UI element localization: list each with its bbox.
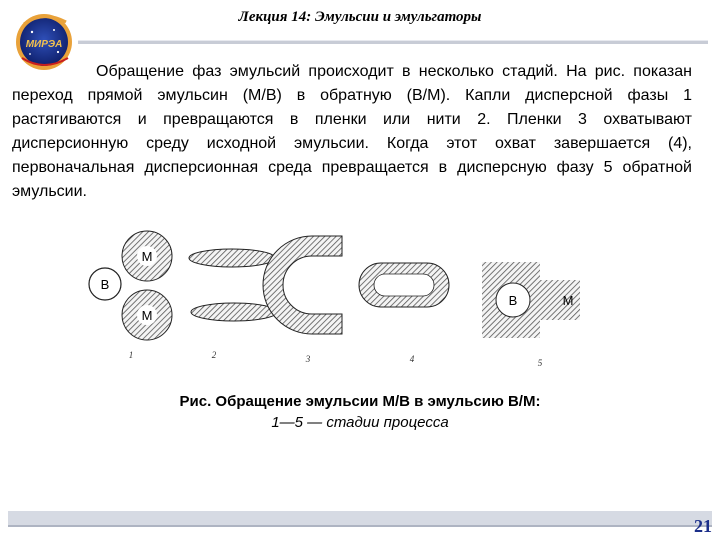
stretched-film-top <box>189 249 275 267</box>
label-m-right: М <box>562 293 574 308</box>
header-divider <box>78 40 708 44</box>
stage-number-5: 5 <box>537 358 543 368</box>
stretched-film-bottom <box>191 303 277 321</box>
stage-3 <box>263 236 342 334</box>
label-m-top: М <box>141 249 153 264</box>
label-m-bottom: М <box>141 308 153 323</box>
logo-text: МИРЭА <box>25 39 63 50</box>
stage-number-4: 4 <box>409 354 415 364</box>
page-number: 21 <box>694 516 712 536</box>
label-b-right: В <box>508 293 518 308</box>
stage-number-1: 1 <box>128 350 134 360</box>
stage-1 <box>89 231 172 340</box>
stage-5 <box>482 262 580 338</box>
figure-caption-title: Рис. Обращение эмульсии М/В в эмульсию В/М: <box>179 393 541 410</box>
enveloping-film <box>263 236 342 334</box>
figure-caption-subtitle: 1—5 — стадии процесса <box>271 414 449 431</box>
stage-4 <box>359 263 449 307</box>
label-b-left: В <box>100 277 110 292</box>
stage-number-2: 2 <box>211 350 217 360</box>
stage-number-3: 3 <box>305 354 311 364</box>
footer-bar <box>8 511 712 527</box>
lecture-paragraph: Обращение фаз эмульсий происходит в несколько стадий. На рис. показан переход прямой эмульсин (М/В) в обратную (В/М). Капли дисперсной фазы 1 растягиваются и превращаются в пленки или нити 2. Пленки 3 охватывают дисперсионную среду исходной эмульсии. Когда этот охват завершается (4), первоначальная дисперсионная среда превращается в дисперсную фазу 5 обратной эмульсии. <box>12 63 692 200</box>
lecture-title: Лекция 14: Эмульсии и эмульгаторы <box>238 9 482 25</box>
phase-inversion-figure <box>84 222 594 372</box>
